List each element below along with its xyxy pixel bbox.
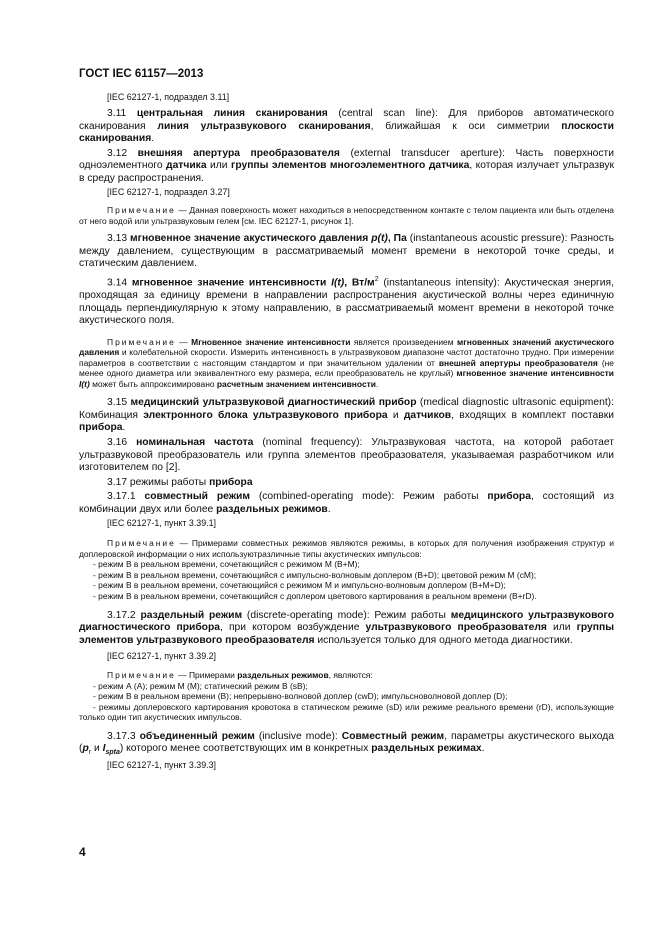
note-3-17-1: Примечание — Примерами совместных режимов являются режимы, в которых для получения изображения структур и доплеровской информации о них используютразличные типы акустических импульсов: (79, 538, 614, 559)
term-3-14: 3.14 мгновенное значение интенсивности I(t), $Вт/м^2$ (instantaneous intensity): Акустическая энергия, проходящая за единицу времени в направлении распространения акустической волны через единичную площадь перпендикулярную к этому направлению, в рассматриваемый момент времени в некоторой точке акустического поля. (79, 276, 614, 327)
document-body (79, 88, 614, 771)
term-3-17-1: 3.17.1 совместный режим (combined-operating mode): Режим работы прибора, состоящий из комбинации двух или более раздельных режимов. (79, 491, 614, 515)
term-3-17: 3.17 режимы работы прибора (107, 476, 253, 488)
note-list-item: - режим А (А); режим М (М); статический режим В (sB); (93, 680, 308, 691)
reference-3-27: [IEC 62127-1, подраздел 3.27] (107, 187, 230, 198)
note-list-item: - режим В в реальном времени, сочетающийся с доплером цветового картирования в реальном времени (В+rD). (93, 591, 537, 602)
reference-3-39-1: [IEC 62127-1, пункт 3.39.1] (107, 518, 217, 529)
page-number: 4 (79, 845, 86, 859)
term-3-16: 3.16 номинальная частота (nominal frequency): Ультразвуковая частота, на которой работает ультразвуковой преобразователь или группа элементов преобразователя, указываемая разработчиком или изготовителем по [2]. (79, 437, 614, 474)
reference-3-39-2: [IEC 62127-1, пункт 3.39.2] (107, 651, 217, 662)
note-3-12: Примечание — Данная поверхность может находиться в непосредственном контакте с телом пациента или быть отделена от него водой или ультразвуковым гелем [см. IEC 62127-1, рисунок 1]. (79, 205, 614, 226)
note-list-item: - режимы доплеровского картирования кровотока в статическом режиме (sD) или режиме реального времени (rD), использующие только один тип акустических импульсов. (79, 701, 614, 723)
note-3-17-2: Примечание — Примерами раздельных режимов, являются: (107, 670, 373, 681)
reference-3-39-3: [IEC 62127-1, пункт 3.39.3] (107, 760, 217, 771)
term-3-13: 3.13 мгновенное значение акустического давления p(t), Па (instantaneous acoustic pressure): Разность между давлением, существующим в рассматриваемый момент времени в некоторой точке среды, и статическим давлением. (79, 233, 614, 270)
term-3-17-2: 3.17.2 раздельный режим (discrete-operating mode): Режим работы медицинского ультразвукового диагностического прибора, при котором возбуждение ультразвукового преобразователя или группы элементов ультразвукового преобразователя используется только для одного метода диагностики. (79, 609, 614, 646)
reference-3-11: [IEC 62127-1, подраздел 3.11] (107, 92, 230, 102)
note-list-item: - режим В в реальном времени, сочетающийся с режимом М и импульсно-волновым доплером (В+М+D); (93, 580, 506, 591)
term-3-12: 3.12 внешняя апертура преобразователя (external transducer aperture): Часть поверхности одноэлементного датчика или группы элементов многоэлементного датчика, которая излучает ультразвук в среду распространения. (79, 147, 614, 184)
note-list-item: - режим В в реальном времени, сочетающийся с режимом М (В+М); (93, 559, 360, 570)
term-3-15: 3.15 медицинский ультразвуковой диагностический прибор (medical diagnostic ultrasonic equipment): Комбинация электронного блока ультразвукового прибора и датчиков, входящих в комплект поставки прибора. (79, 397, 615, 434)
note-list-item: - режим В в реальном времени, сочетающийся с импульсно-волновым доплером (В+D); цветовой режим М (сМ); (93, 569, 537, 580)
term-3-11: 3.11 центральная линия сканирования (central scan line): Для приборов автоматического сканирования линия ультразвукового сканирования, ближайшая к оси симметрии плоскости сканирования. (79, 108, 614, 145)
note-list-item: - режим В в реальном времени (В); непрерывно-волновой доплер (cwD); импульсноволновой доплер (D); (93, 691, 508, 702)
standard-header: ГОСТ IEC 61157—2013 (79, 68, 204, 80)
term-3-17-3: 3.17.3 объединенный режим (inclusive mode): Совместный режим, параметры акустического выхода ($p_r$ и $I_{spta}$) которого менее соответствующих им в конкретных раздельных режимах. (79, 730, 614, 757)
note-3-14: Примечание — Мгновенное значение интенсивности является произведением мгновенных значений акустического давления и колебательной скорости. Измерить интенсивность в ультразвуковом диапазоне частот достаточно трудно. При измерении параметров в соответствии с настоящим стандартом и при значительном удалении от внешней апертуры преобразователя (не менее одного диаметра или эквивалентного ему размера, если преобразователь не круглый) мгновенное значение интенсивности I(t) может быть аппроксимировано расчетным значением интенсивности. (79, 336, 614, 389)
